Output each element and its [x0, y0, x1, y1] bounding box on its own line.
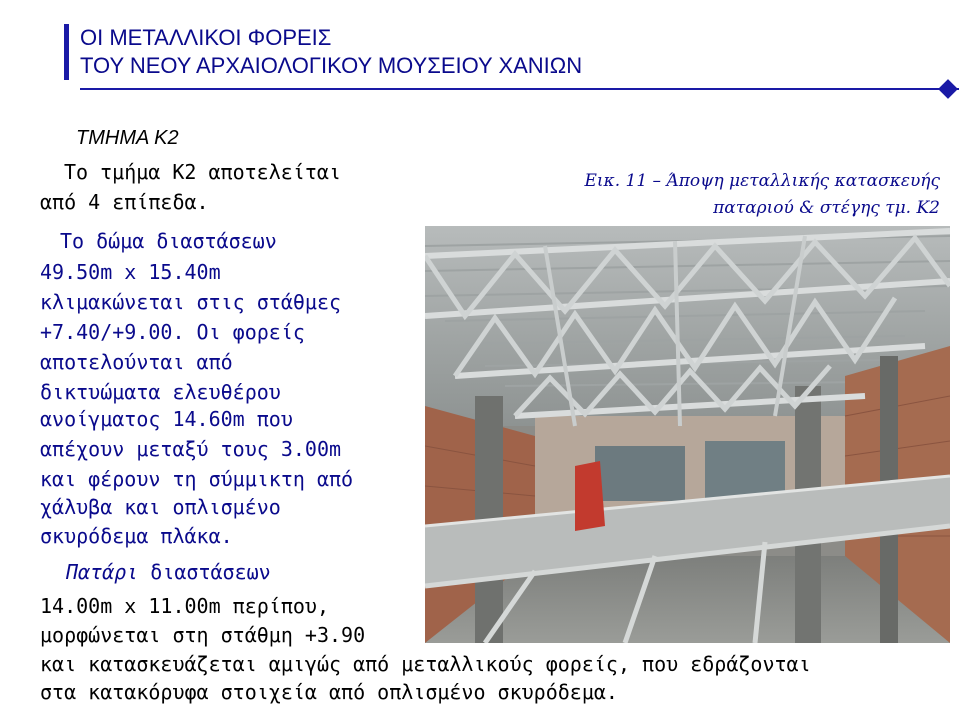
intro-line-1: Το τμήμα Κ2 αποτελείται — [64, 160, 341, 184]
roof-label: Το δώμα διαστάσεων — [60, 229, 277, 253]
roof-line-5: ανοίγματος 14.60m που — [40, 407, 293, 431]
intro-line-2: από 4 επίπεδα. — [40, 190, 209, 214]
mezzanine-label-word: Πατάρι — [66, 560, 139, 584]
caption-line-2: παταριού & στέγης τμ. Κ2 — [713, 198, 940, 218]
roof-line-0: 49.50m x 15.40m — [40, 260, 221, 284]
roof-line-8: χάλυβα και οπλισμένο — [40, 495, 281, 519]
title-line-2: ΤΟΥ ΝΕΟΥ ΑΡΧΑΙΟΛΟΓΙΚΟΥ ΜΟΥΣΕΙΟΥ ΧΑΝΙΩΝ — [80, 53, 583, 78]
title-line-1: ΟΙ ΜΕΤΑΛΛΙΚΟΙ ΦΟΡΕΙΣ — [80, 25, 332, 50]
mezzanine-line-3: στα κατακόρυφα στοιχεία από οπλισμένο σκυρόδεμα. — [40, 680, 618, 704]
mezzanine-line-1: μορφώνεται στη στάθμη +3.90 — [40, 623, 366, 647]
steel-structure-photo — [425, 226, 950, 643]
figure-caption — [420, 168, 940, 222]
roof-line-6: απέχουν μεταξύ τους 3.00m — [40, 437, 342, 461]
roof-line-7: και φέρουν τη σύμμικτη από — [40, 467, 354, 491]
mezzanine-line-2: και κατασκευάζεται αμιγώς από μεταλλικούς φορείς, που εδράζονται — [40, 652, 811, 676]
title-accent-bar — [64, 24, 69, 80]
roof-line-3: αποτελούνται από — [40, 350, 233, 374]
section-heading: ΤΜΗΜΑ Κ2 — [76, 127, 179, 149]
mezzanine-label-rest: διαστάσεων — [138, 560, 271, 584]
photo-illustration — [425, 226, 950, 643]
roof-line-9: σκυρόδεμα πλάκα. — [40, 524, 233, 548]
title-divider — [80, 88, 959, 90]
page-title — [80, 24, 582, 80]
mezzanine-line-0: 14.00m x 11.00m περίπου, — [40, 594, 329, 618]
roof-line-2: +7.40/+9.00. Οι φορείς — [40, 320, 305, 344]
roof-line-1: κλιμακώνεται στις στάθμες — [40, 290, 342, 314]
mezzanine-label — [66, 558, 271, 586]
roof-line-4: δικτυώματα ελευθέρου — [40, 380, 281, 404]
caption-line-1: Εικ. 11 – Άποψη μεταλλικής κατασκευής — [584, 171, 940, 191]
